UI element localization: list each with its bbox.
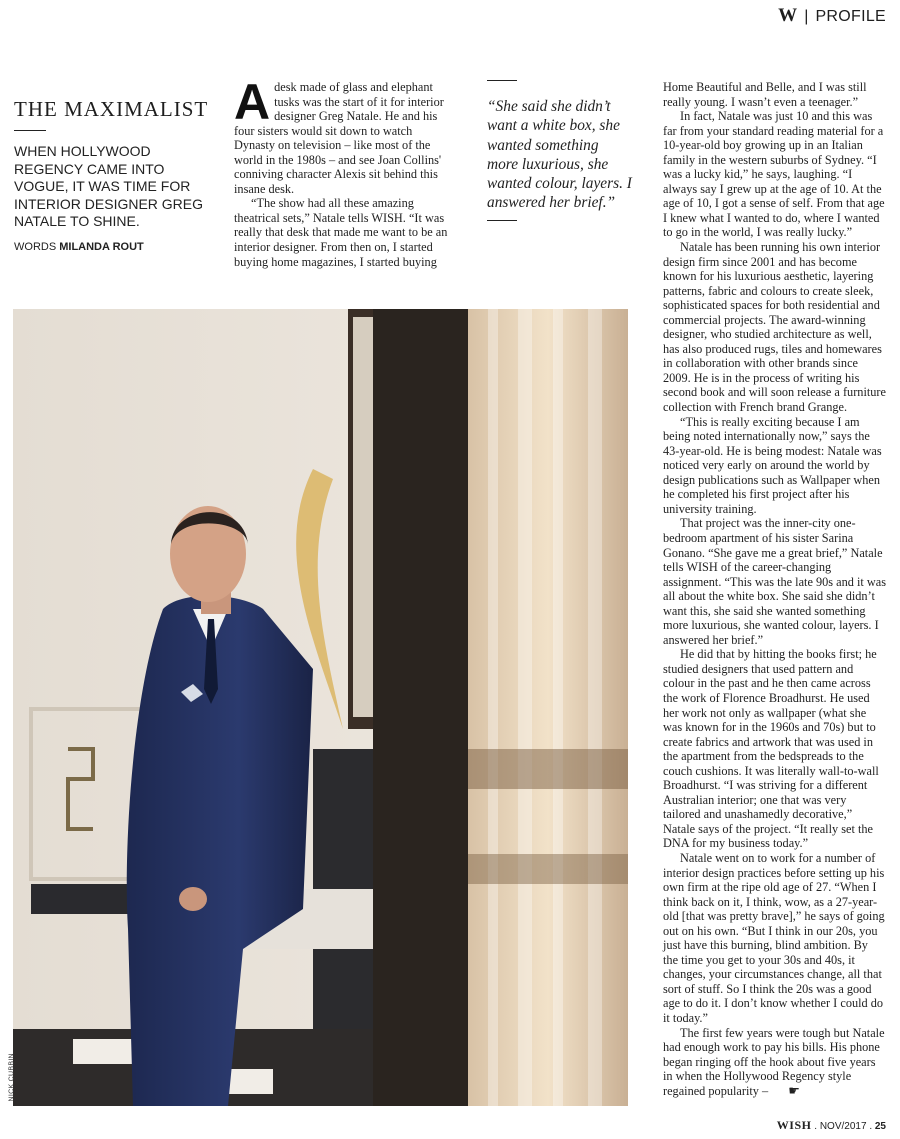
pullquote-rule-top — [487, 80, 517, 81]
body-paragraph: That project was the inner-city one-bedroom apartment of his sister Sarina Gonano. “She gave me a great brief,” Natale tells WISH of the career-changing assignment. “This was the late 90s and it was all about the white box. She said she didn’t want this, she said she wanted something more luxurious, she wanted colour, layers. I answered her brief.” — [663, 516, 887, 647]
section-header — [778, 5, 886, 27]
body-paragraph: Adesk made of glass and elephant tusks was the start of it for interior designer Greg Natale. He and his four sisters would sit down to watch Dynasty on television – like most of the world in the 1980s – and see Joan Collins' conniving character Alexis sit behind this insane desk. — [234, 74, 444, 196]
body-paragraph: In fact, Natale was just 10 and this was far from your standard reading material for a 10-year-old boy growing up in an Italian family in the western suburbs of Sydney. “I was a lucky kid,” he says, laughing. “I always say I grew up at the age of 10. At the age of 10, I got a sense of self. From that age I knew what I wanted to do, where I wanted to go in the world, I was really lucky.” — [663, 109, 885, 240]
body-paragraph: Home Beautiful and Belle, and I was still really young. I wasn’t even a teenager.” — [663, 80, 867, 109]
folio-brand: WISH — [776, 1118, 812, 1132]
folio: WISH . NOV/2017 . 25 — [776, 1118, 886, 1132]
pullquote-rule-bottom — [487, 220, 517, 221]
page-number: 25 — [874, 1121, 886, 1132]
body-paragraph: The first few years were tough but Natale had enough work to pay his bills. His phone began ringing off the hook about five years in when the Hollywood Regency style regained popularity – ☛ — [663, 1025, 885, 1098]
body-column-right — [663, 80, 886, 1098]
portrait-photo — [13, 309, 628, 1106]
pull-quote: “She said she didn’t want a white box, she wanted something more luxurious, she wanted colour, layers. I answered her brief.” — [487, 98, 632, 212]
body-paragraph: “The show had all these amazing theatrical sets,” Natale tells WISH. “It was really that desk that made me want to be an interior designer. From then on, I started buying home magazines, I started buying — [234, 196, 448, 269]
drop-cap: A — [234, 74, 271, 130]
body-paragraph: Natale has been running his own interior design firm since 2001 and has become known for his luxurious aesthetic, layering patterns, fabric and colours to create sleek, sophisticated spaces for both residential and commercial projects. The award-winning designer, who studied architecture as well, has also produced rugs, tiles and homewares in collaboration with other brands since 2009. He is in the process of writing his second book and will soon release a furniture collection with French brand Grange. — [663, 240, 886, 415]
byline-author: MILANDA ROUT — [59, 241, 144, 253]
body-column-middle — [234, 74, 456, 269]
header-separator: | — [804, 8, 809, 25]
headline: THE MAXIMALIST — [14, 97, 209, 121]
body-paragraph: “This is really exciting because I am being noted internationally now,” says the 43-year-old. He is being modest: Natale was noticed very early on around the world by design publications such as Wallpaper when he completed his first project after his university training. — [663, 414, 882, 516]
folio-issue: NOV/2017 — [819, 1121, 867, 1132]
standfirst: WHEN HOLLYWOOD REGENCY CAME INTO VOGUE, IT WAS TIME FOR INTERIOR DESIGNER GREG NATALE TO SHINE. — [14, 143, 204, 229]
body-paragraph: Natale went on to work for a number of interior design practices before setting up his own firm at the ripe old age of 27. “When I think back on it, I think, wow, as a 27-year-old [that was pretty brave],” he says of going out on his own. “But I think in our 20s, you just have this burning, blind ambition. By the time you get to your 30s and 40s, it changes, your circumstances change, all that sort of stuff. So I think the 20s was a good age to do it. I don’t know whether I could do it today.” — [663, 850, 885, 1025]
headline-rule — [14, 130, 46, 131]
photo-credit: NICK CUBBIN — [8, 1053, 16, 1102]
pointing-hand-icon: ☛ — [788, 1082, 800, 1098]
byline — [14, 241, 144, 253]
magazine-mark: W — [778, 5, 798, 26]
byline-label: WORDS — [14, 241, 57, 253]
section-label: PROFILE — [815, 8, 886, 25]
body-paragraph: He did that by hitting the books first; he studied designers that used pattern and colour in the past and he then came across the work of Florence Broadhurst. He used her work not only as wallpaper (what she was known for in the 1960s and 70s) but to create fabrics and artwork that was used in the apartment from the bedspreads to the couch cushions. It was literally wall-to-wall Broadhurst. “I was striving for a different Australian interior; one that was very tailored and unashamedly decorative,” Natale says of the project. “It really set the DNA for my business today.” — [663, 647, 879, 851]
